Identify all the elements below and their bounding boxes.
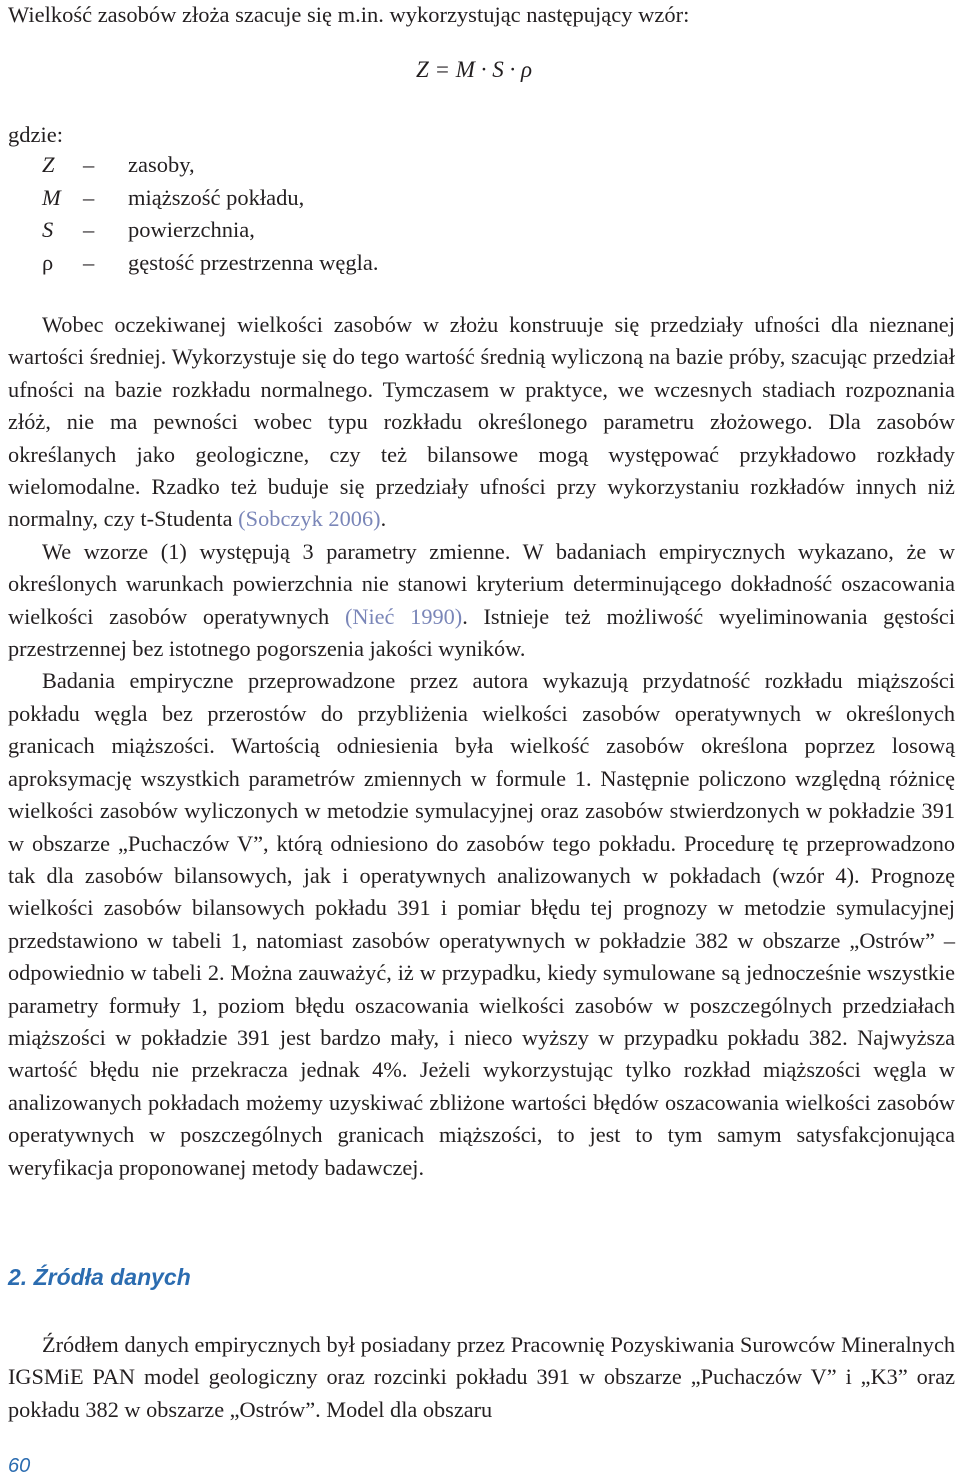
page-number: 60: [8, 1455, 31, 1477]
paragraph-text: We wzorze (1) występują 3 parametry zmienne. W badaniach empirycznych wykazano, że w określonych warunkach powierzchnia nie stanowi kryterium determinującego dokładność oszacowania wielkości zasobów operatywnych: [8, 538, 955, 629]
definition-dash: –: [83, 152, 95, 177]
definition-dash: –: [83, 217, 95, 242]
intro-sentence: Wielkość zasobów złoża szacuje się m.in. wykorzystując następujący wzór:: [8, 2, 690, 27]
citation-sobczyk[interactable]: (Sobczyk 2006): [238, 506, 381, 532]
definition-dash: –: [83, 184, 95, 210]
paragraph-text: Wobec oczekiwanej wielkości zasobów w złożu konstruuje się przedziały ufności dla nieznanej wartości średniej. Wykorzystuje się do tego wartość średnią wyliczoną na bazie próby, szacując przedział ufności na bazie rozkładu normalnego. Tymczasem w praktyce, we wczesnych stadiach rozpoznania złóż, nie ma pewności wobec typu rozkładu określonego parametru złożowego. Dla zasobów określanych jako geologiczne, czy też bilansowe mogą występować przykładowo rozkłady wielomodalne. Rzadko też buduje się przedziały ufności przy wykorzystaniu rozkładów innych niż normalny, czy t-Studenta: [8, 312, 955, 532]
paragraph-empirical-research: Badania empiryczne przeprowadzone przez autora wykazują przydatność rozkładu miąższości pokładu węgla bez przerostów do przybliżenia wielkości zasobów operatywnych w określonych granicach miąższości. Wartością odniesienia była wielkość zasobów określona poprzez losową aproksymację wszystkich parametrów zmiennych w formule 1. Następnie policzono względną różnicę wielkości zasobów wyliczonych w metodzie symulacyjnej oraz zasobów stwierdzonych w pokładzie 391 w obszarze „Puchaczów V”, którą odniesiono do zasobów tego pokładu. Procedurę tę przeprowadzono tak dla zasobów bilansowych, jak i operatywnych analizowanych w pokładach (wzór 4). Prognozę wielkości zasobów bilansowych pokładu 391 i pomiar błędu tej prognozy w metodzie symulacyjnej przedstawiono w tabeli 1, natomiast zasobów operatywnych w pokładzie 382 w obszarze „Ostrów” – odpowiednio w tabeli 2. Można zauważyć, iż w przypadku, kiedy symulowane są jednocześnie wszystkie parametry formuły 1, poziom błędu oszacowania wielkości zasobów w poszczególnych przedziałach miąższości w pokładzie 391 jest bardzo mały, i nieco wyższy w przypadku pokładu 382. Najwyższa wartość błędu nie przekracza jednak 4%. Jeżeli wykorzystując tylko rozkład miąższości węgla w analizowanych pokładach możemy uzyskiwać zbliżone wartości błędów oszacowania wielkości zasobów operatywnych w poszczególnych granicach miąższości, to jest to tym samym satysfakcjonująca weryfikacja proponowanej metody badawczej.: [8, 668, 955, 1180]
paragraph-text: .: [380, 506, 387, 532]
definition-text: miąższość pokładu,: [128, 184, 305, 210]
body-text: [8, 309, 955, 1184]
section-body: [8, 1329, 955, 1426]
paragraph-text: . Istnieje też możliwość wyeliminowania gęstości przestrzennej bez istotnego pogorszenia jakości wyników.: [8, 603, 956, 662]
paragraph-data-sources: Źródłem danych empirycznych był posiadany przez Pracownię Pozyskiwania Surowców Mineralnych IGSMiE PAN model geologiczny oraz rozcinki pokładu 391 w obszarze „Puchaczów V” i „K3” oraz pokładu 382 w obszarze „Ostrów”. Model dla obszaru: [8, 1332, 955, 1422]
section-heading: 2. Źródła danych: [8, 1264, 191, 1290]
paragraph-confidence-intervals: [8, 309, 955, 536]
definition-text: zasoby,: [128, 152, 195, 177]
formula: Z = M · S · ρ: [416, 57, 533, 82]
definition-symbol: S: [42, 217, 54, 242]
definition-symbol: ρ: [42, 249, 54, 275]
where-label: gdzie:: [8, 122, 63, 147]
definition-symbol: M: [42, 184, 61, 210]
definition-dash: –: [83, 249, 95, 275]
definition-text: powierzchnia,: [128, 217, 255, 242]
citation-niec[interactable]: (Nieć 1990): [344, 603, 463, 629]
definition-symbol: Z: [42, 152, 55, 177]
paragraph-parameters: [8, 536, 955, 666]
definition-text: gęstość przestrzenna węgla.: [128, 249, 379, 275]
